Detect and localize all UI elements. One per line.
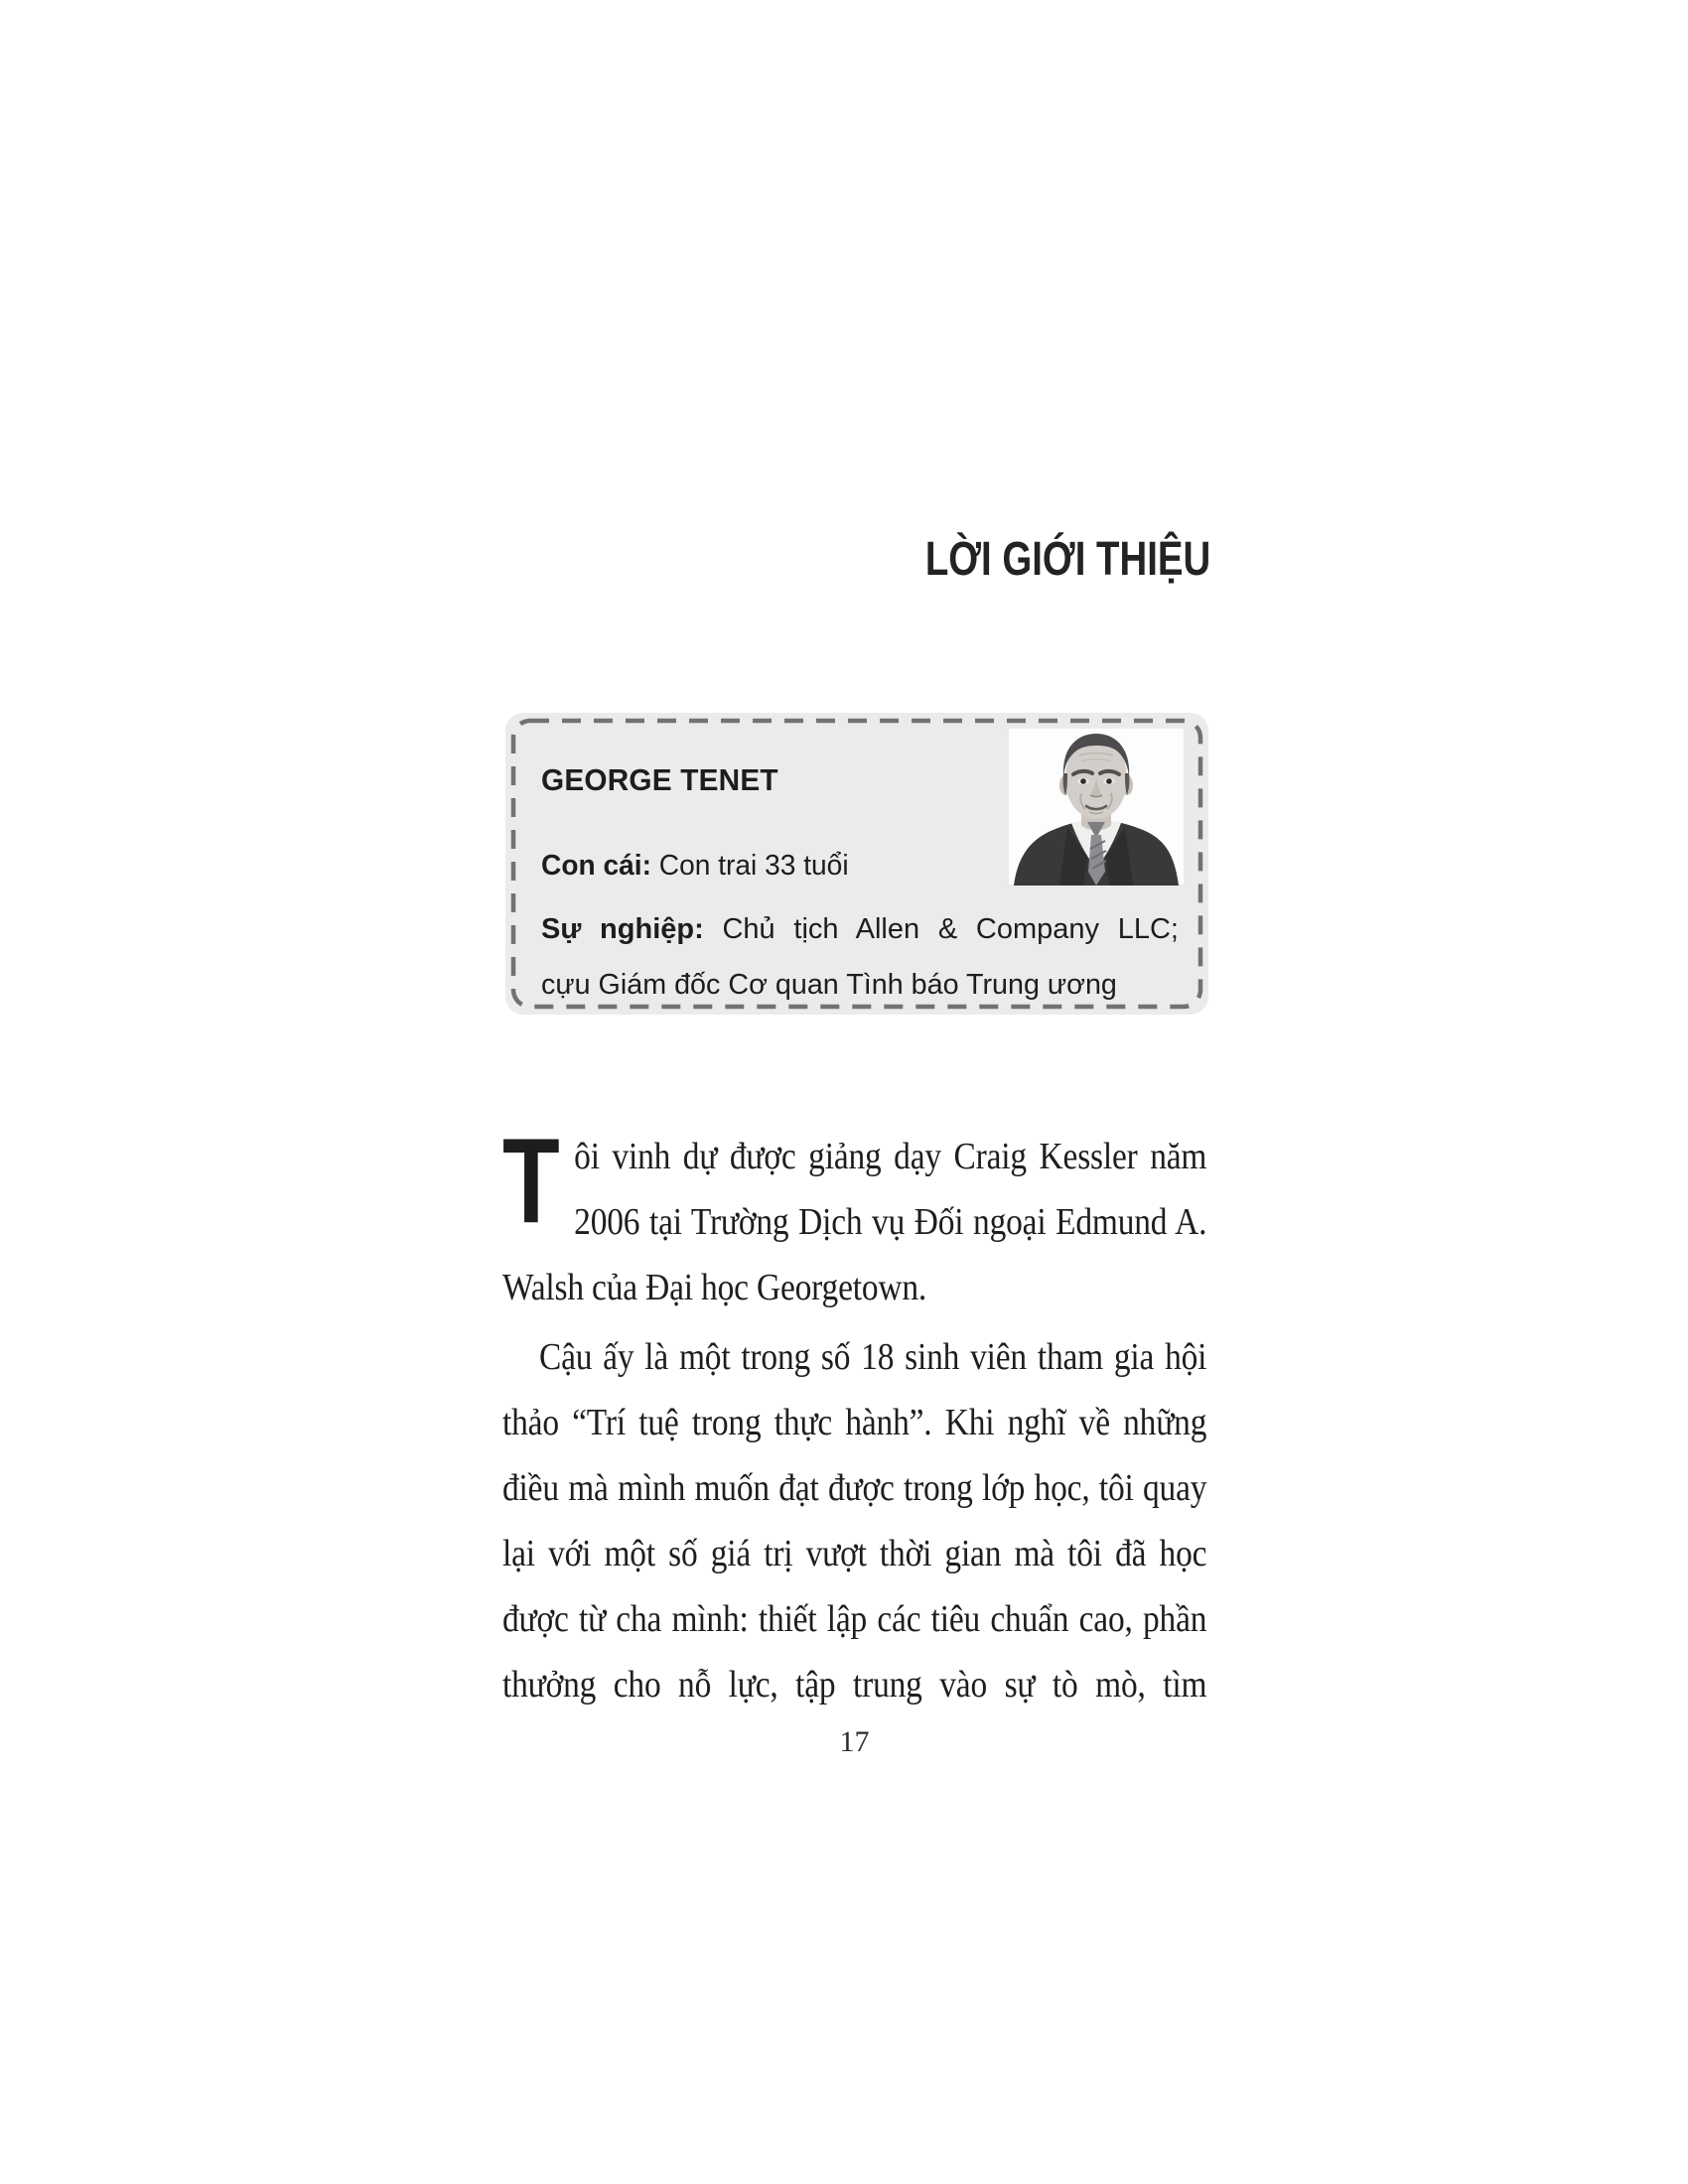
- career-label: Sự nghiệp:: [541, 913, 704, 945]
- chapter-title: LỜI GIỚI THIỆU: [924, 533, 1210, 586]
- career-line-1: [541, 901, 1179, 957]
- career-value-line1: Chủ tịch Allen & Company LLC;: [722, 913, 1179, 945]
- paragraph-1-text: ôi vinh dự được giảng dạy Craig Kessler năm 2006 tại Trường Dịch vụ Đối ngoại Edmund A. Walsh của Đại học Georgetown.: [502, 1136, 1207, 1308]
- profile-card: [505, 713, 1208, 1015]
- portrait-photo: [1008, 728, 1185, 886]
- drop-cap: T: [502, 1113, 560, 1248]
- paragraph-2: [502, 1324, 1206, 1717]
- profile-name: GEORGE TENET: [541, 762, 778, 797]
- paragraph-1: [502, 1113, 1207, 1320]
- children-label: Con cái:: [541, 850, 651, 882]
- paragraph-2-text: Cậu ấy là một trong số 18 sinh viên tham gia hội thảo “Trí tuệ trong thực hành”. Khi nghĩ về những điều mà mình muốn đạt được trong lớp học, tôi quay lại với một số giá trị vượt thời gian mà tôi đã học được từ cha mình: thiết lập các tiêu chuẩn cao, phần thưởng cho nỗ lực, tập trung vào sự tò mò, tìm: [502, 1336, 1207, 1706]
- career-line-2: cựu Giám đốc Cơ quan Tình báo Trung ương: [541, 969, 1117, 1001]
- profile-career-row: [541, 901, 1179, 1013]
- profile-children-row: [541, 850, 849, 883]
- children-value: Con trai 33 tuổi: [658, 850, 849, 882]
- page-number: 17: [839, 1725, 870, 1758]
